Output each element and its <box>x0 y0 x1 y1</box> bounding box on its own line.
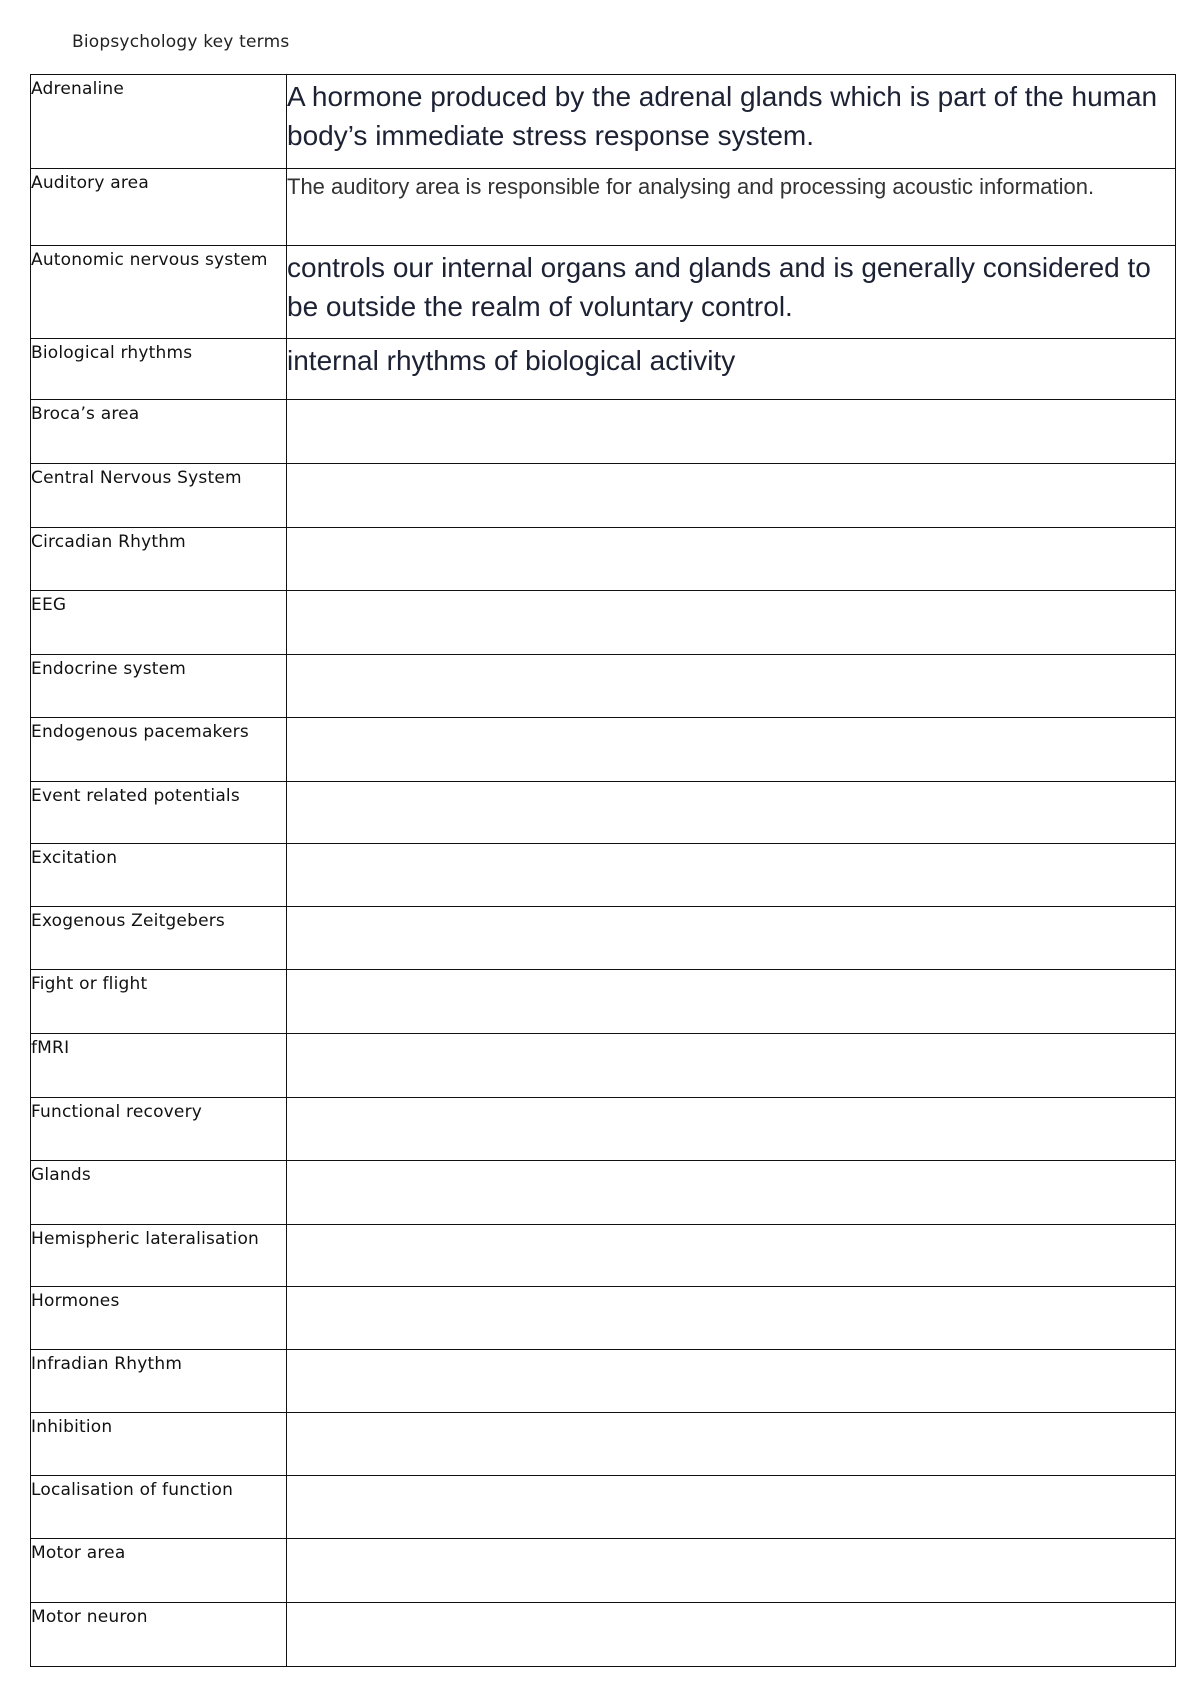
definition-text <box>287 1350 1175 1352</box>
term-cell: Circadian Rhythm <box>31 528 287 591</box>
table-row <box>31 75 1176 169</box>
term-cell: Infradian Rhythm <box>31 1350 287 1413</box>
definition-cell[interactable] <box>287 1034 1176 1098</box>
definition-text <box>287 1034 1175 1036</box>
table-row <box>31 1603 1176 1667</box>
table-row <box>31 400 1176 464</box>
definition-text <box>287 1161 1175 1163</box>
definition-text <box>287 1603 1175 1605</box>
definition-cell[interactable] <box>287 718 1176 782</box>
definition-cell[interactable] <box>287 907 1176 970</box>
term-cell: Fight or flight <box>31 970 287 1034</box>
table-row <box>31 907 1176 970</box>
definition-text <box>287 1287 1175 1289</box>
definition-cell[interactable] <box>287 339 1176 400</box>
table-row <box>31 339 1176 400</box>
term-cell: Biological rhythms <box>31 339 287 400</box>
term-cell: Hormones <box>31 1287 287 1350</box>
definition-text <box>287 1476 1175 1478</box>
key-terms-table <box>30 74 1176 1667</box>
definition-cell[interactable] <box>287 591 1176 655</box>
definition-cell[interactable] <box>287 1098 1176 1161</box>
term-cell: Endocrine system <box>31 655 287 718</box>
term-cell: Motor neuron <box>31 1603 287 1667</box>
definition-text: The auditory area is responsible for analysing and processing acoustic information. <box>287 174 1095 199</box>
definition-text <box>287 844 1175 846</box>
definition-text <box>287 464 1175 466</box>
term-cell: Event related potentials <box>31 782 287 844</box>
term-cell: EEG <box>31 591 287 655</box>
definition-cell[interactable] <box>287 1413 1176 1476</box>
table-row <box>31 1287 1176 1350</box>
definition-cell[interactable] <box>287 782 1176 844</box>
term-cell: Exogenous Zeitgebers <box>31 907 287 970</box>
term-cell: Glands <box>31 1161 287 1225</box>
table-row <box>31 1098 1176 1161</box>
definition-text <box>287 718 1175 720</box>
table-row <box>31 1350 1176 1413</box>
table-row <box>31 246 1176 339</box>
term-cell: Motor area <box>31 1539 287 1603</box>
table-row <box>31 591 1176 655</box>
definition-cell[interactable] <box>287 1350 1176 1413</box>
definition-cell[interactable] <box>287 528 1176 591</box>
term-cell: Adrenaline <box>31 75 287 169</box>
table-row <box>31 655 1176 718</box>
definition-cell[interactable] <box>287 655 1176 718</box>
definition-cell[interactable] <box>287 1539 1176 1603</box>
definition-text <box>287 1098 1175 1100</box>
definition-cell[interactable] <box>287 1287 1176 1350</box>
term-cell: fMRI <box>31 1034 287 1098</box>
definition-text <box>287 655 1175 657</box>
term-cell: Endogenous pacemakers <box>31 718 287 782</box>
definition-text <box>287 528 1175 530</box>
term-cell: Broca’s area <box>31 400 287 464</box>
definition-text <box>287 782 1175 784</box>
table-row <box>31 782 1176 844</box>
term-cell: Excitation <box>31 844 287 907</box>
definition-text <box>287 1539 1175 1541</box>
term-cell: Central Nervous System <box>31 464 287 528</box>
table-row <box>31 844 1176 907</box>
table-row <box>31 718 1176 782</box>
definition-cell[interactable] <box>287 246 1176 339</box>
table-row <box>31 1413 1176 1476</box>
definition-cell[interactable] <box>287 1603 1176 1667</box>
definition-cell[interactable] <box>287 1476 1176 1539</box>
term-cell: Functional recovery <box>31 1098 287 1161</box>
table-row <box>31 1476 1176 1539</box>
definition-text <box>287 1413 1175 1415</box>
definition-cell[interactable] <box>287 844 1176 907</box>
definition-text <box>287 907 1175 909</box>
document-title: Biopsychology key terms <box>72 32 290 52</box>
definition-cell[interactable] <box>287 400 1176 464</box>
term-cell: Inhibition <box>31 1413 287 1476</box>
table-row <box>31 528 1176 591</box>
table-row <box>31 1161 1176 1225</box>
definition-cell[interactable] <box>287 464 1176 528</box>
table-row <box>31 970 1176 1034</box>
table-row <box>31 1539 1176 1603</box>
definition-text <box>287 970 1175 972</box>
term-cell: Hemispheric lateralisation <box>31 1225 287 1287</box>
definition-text <box>287 400 1175 402</box>
definition-text <box>287 591 1175 593</box>
definition-cell[interactable] <box>287 1225 1176 1287</box>
term-cell: Auditory area <box>31 169 287 246</box>
definition-cell[interactable] <box>287 1161 1176 1225</box>
definition-text: internal rhythms of biological activity <box>287 345 736 376</box>
definition-text: controls our internal organs and glands and is generally considered to be outside the realm of voluntary control. <box>287 252 1151 322</box>
definition-text: A hormone produced by the adrenal glands which is part of the human body’s immediate stress response system. <box>287 81 1158 151</box>
table-row <box>31 169 1176 246</box>
table-row <box>31 464 1176 528</box>
table-row <box>31 1225 1176 1287</box>
definition-cell[interactable] <box>287 970 1176 1034</box>
table-row <box>31 1034 1176 1098</box>
definition-cell[interactable] <box>287 169 1176 246</box>
definition-text <box>287 1225 1175 1227</box>
term-cell: Localisation of function <box>31 1476 287 1539</box>
definition-cell[interactable] <box>287 75 1176 169</box>
term-cell: Autonomic nervous system <box>31 246 287 339</box>
